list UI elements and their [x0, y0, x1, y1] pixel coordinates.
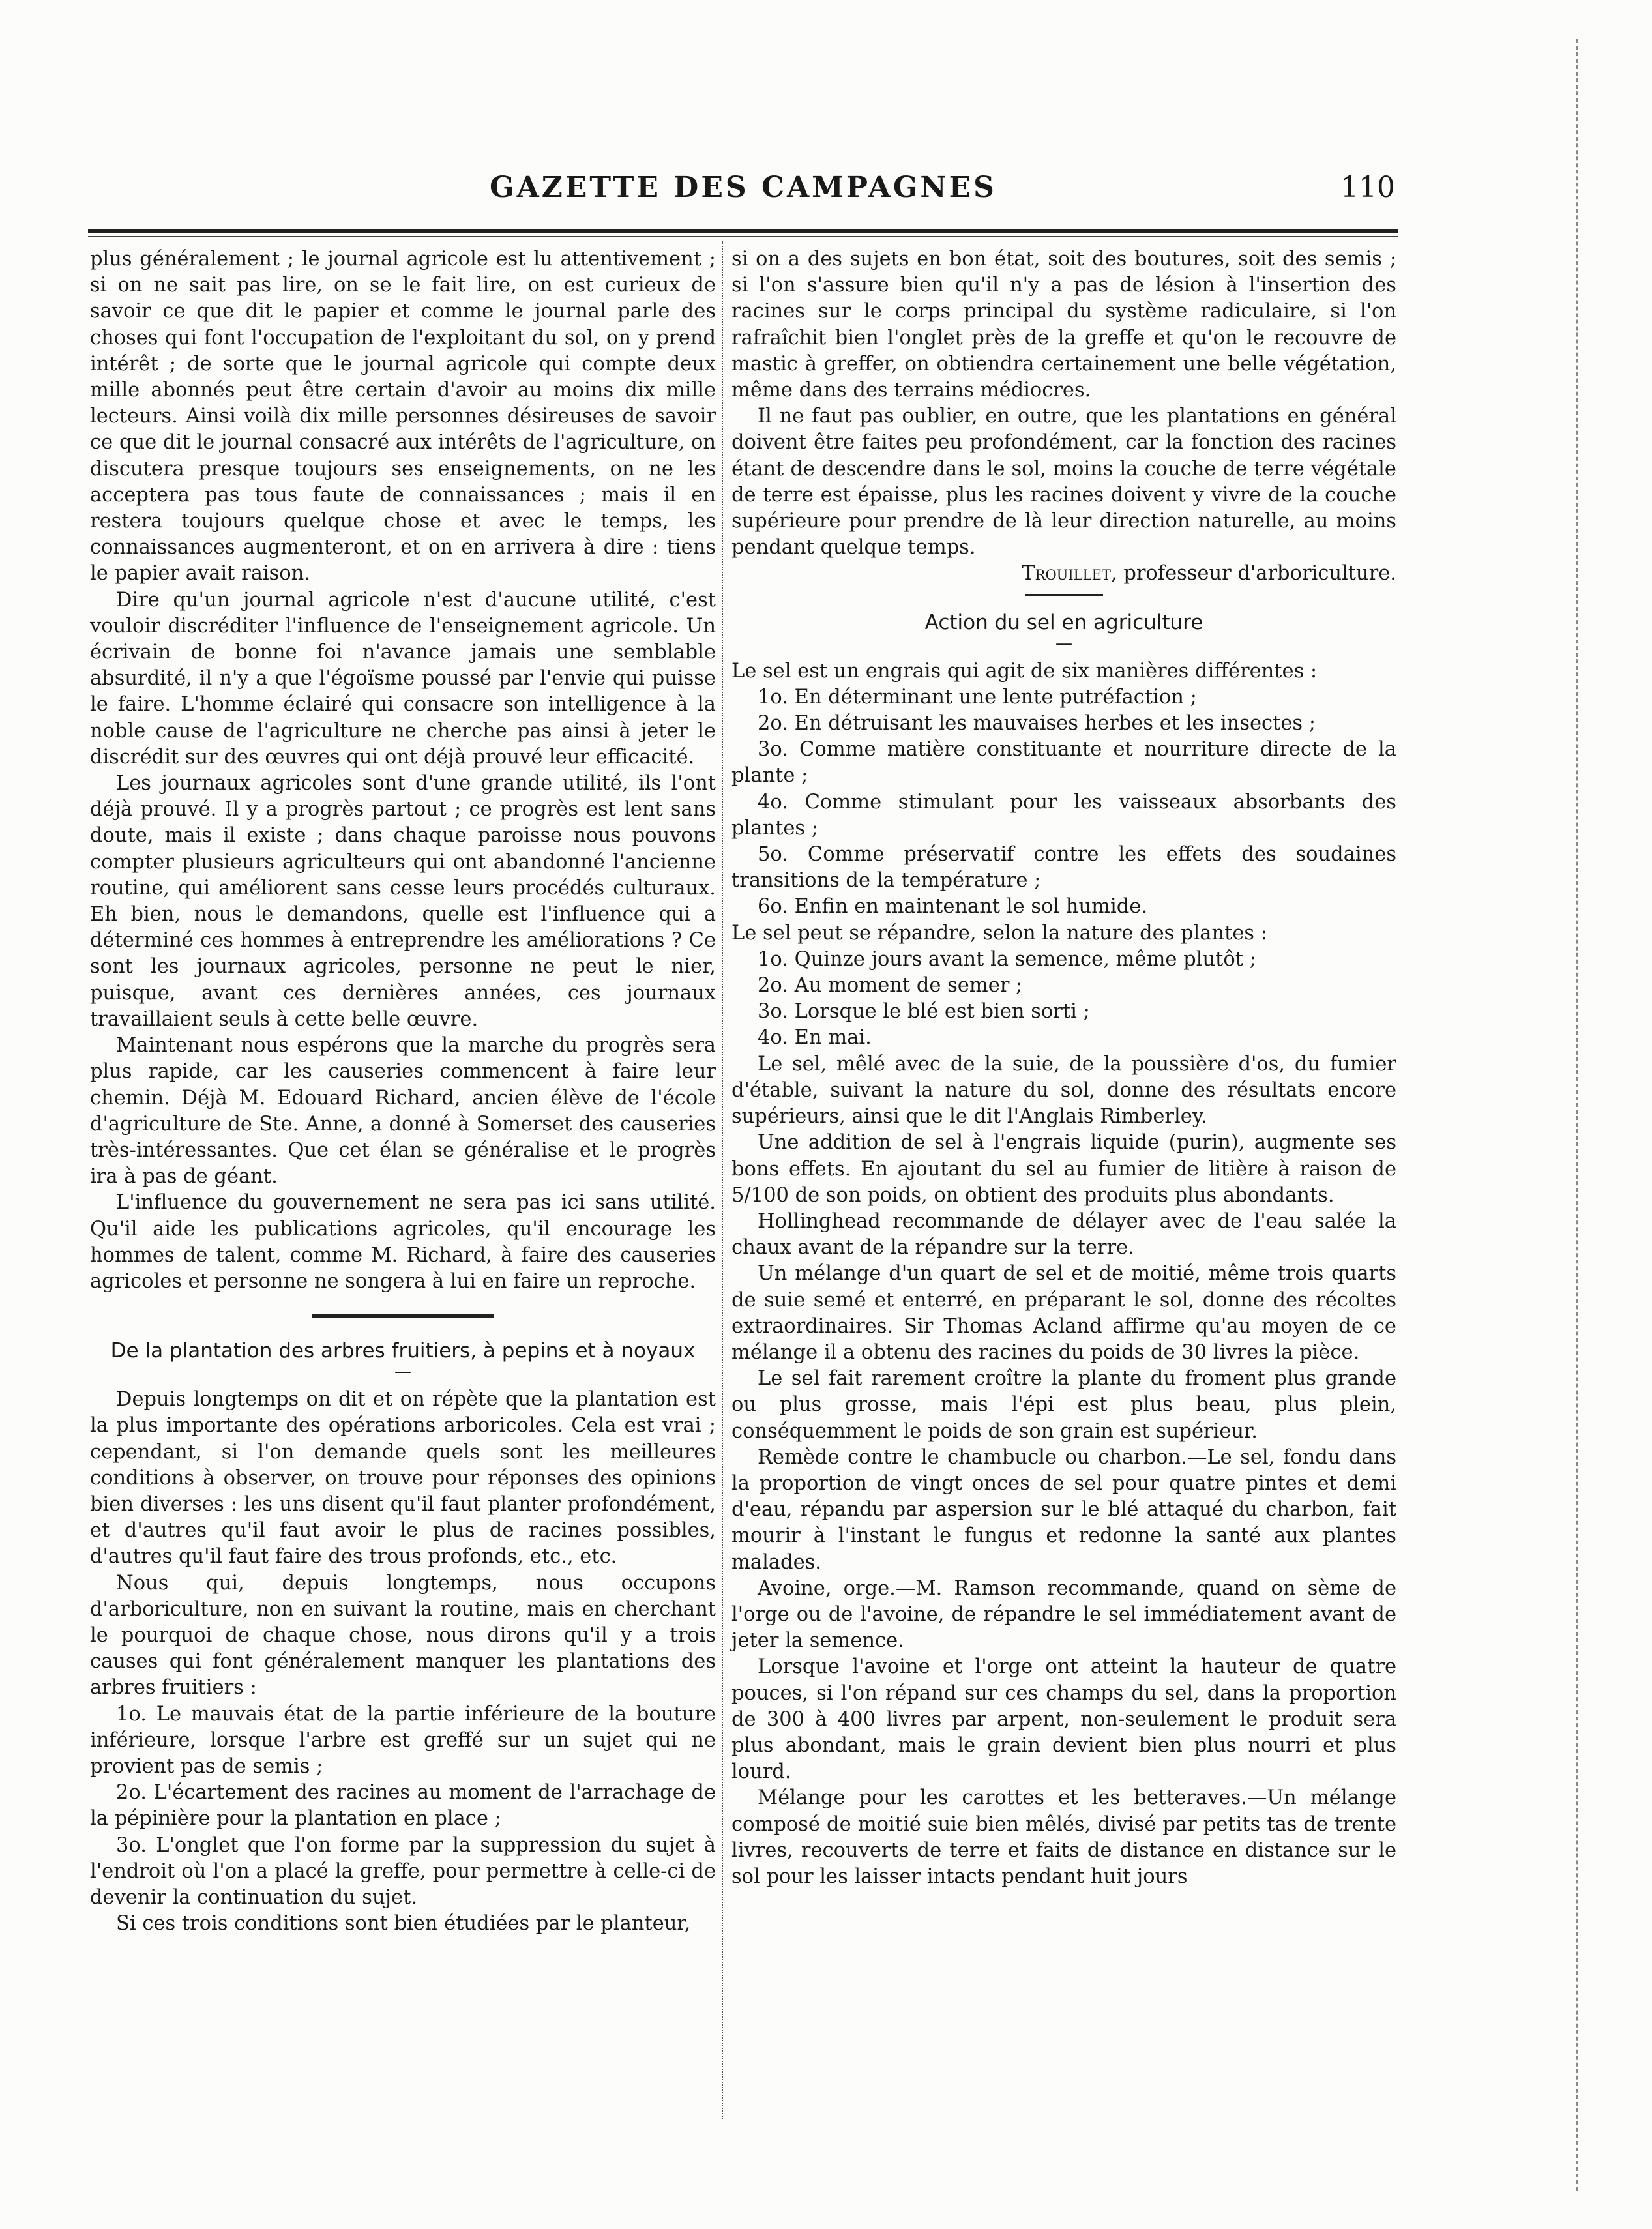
column-divider — [722, 241, 723, 2119]
paragraph: Le sel fait rarement croître la plante du froment plus grande ou plus grosse, mais l'épi est plus beau, plus plein, conséquemment le poids de son grain est supérieur. — [731, 1367, 1396, 1443]
paragraph: Une addition de sel à l'engrais liquide (purin), augmente ses bons effets. En ajoutant du sel au fumier de litière à raison de 5/100 de son poids, on obtient des produits plus abondants. — [731, 1131, 1396, 1207]
paragraph: L'influence du gouvernement ne sera pas ici sans utilité. Qu'il aide les publications agricoles, qu'il encourage les hommes de talent, comme M. Richard, à faire des causeries agricoles et personne ne songera à lui en faire un reproche. — [90, 1191, 716, 1293]
list-item: 4o. En mai. — [758, 1026, 872, 1050]
left-column — [90, 246, 716, 1937]
right-column — [731, 246, 1396, 1890]
header-rule — [88, 229, 1398, 233]
paragraph: si on a des sujets en bon état, soit des boutures, soit des semis ; si l'on s'assure bien qu'il n'y a pas de lésion à l'insertion des racines sur le corps principal du système radiculaire, si l'on rafraîchit bien l'onglet près de la greffe et qu'on le recouvre de mastic à greffer, on obtiendra certainement une belle végétation, même dans des terrains médiocres. — [731, 248, 1396, 402]
paragraph: Nous qui, depuis longtemps, nous occupons d'arboriculture, non en suivant la routine, mais en cherchant le pourquoi de chaque chose, nous dirons qu'il y a trois causes qui font généralement manquer les plantations des arbres fruitiers : — [90, 1571, 716, 1700]
page-number: 110 — [1340, 171, 1395, 204]
paragraph: plus généralement ; le journal agricole est lu attentivement ; si on ne sait pas lire, on se le fait lire, on est curieux de savoir ce que dit le papier et comme le journal parle des choses qui font l'occupation de l'exploitant du sol, on y prend intérêt ; de sorte que le journal agricole qui compte deux mille abonnés peut être certain d'avoir au moins dix mille lecteurs. Ainsi voilà dix mille personnes désireuses de savoir ce que dit le journal consacré aux intérêts de l'agriculture, on discutera presque toujours ses enseignements, on ne les acceptera pas tous faute de connaissances ; mais il en restera toujours quelque chose et avec le temps, les connaissances augmenteront, et on en arrivera à dire : tiens le papier avait raison. — [90, 248, 716, 585]
list-item: 2o. En détruisant les mauvaises herbes et les insectes ; — [758, 712, 1316, 735]
page-header — [85, 171, 1402, 210]
signature — [731, 561, 1396, 587]
list-item: 3o. Lorsque le blé est bien sorti ; — [758, 1000, 1090, 1024]
paragraph: Dire qu'un journal agricole n'est d'aucune utilité, c'est vouloir discréditer l'influence de l'enseignement agricole. Un écrivain de bonne foi n'avance jamais une semblable absurdité, il n'y a que l'égoïsme poussé par l'envie qui puisse le faire. L'homme éclairé qui consacre son intelligence à la noble cause de l'agriculture ne cherche pas ainsi à jeter le discrédit sur des œuvres qui ont déjà prouvé leur efficacité. — [90, 588, 716, 769]
paragraph: Si ces trois conditions sont bien étudiées par le planteur, — [116, 1912, 691, 1936]
page-title: GAZETTE DES CAMPAGNES — [490, 171, 997, 204]
paragraph: Le sel est un engrais qui agit de six manières différentes : — [731, 659, 1318, 683]
list-item: 4o. Comme stimulant pour les vaisseaux absorbants des plantes ; — [731, 790, 1396, 840]
paragraph: Lorsque l'avoine et l'orge ont atteint la hauteur de quatre pouces, si l'on répand sur ces champs du sel, dans la proportion de 300 à 400 livres par arpent, non-seulement le produit sera plus abondant, mais le grain devient bien plus nourri et plus lourd. — [731, 1655, 1396, 1784]
signature-rule — [1025, 594, 1103, 596]
paragraph: Avoine, orge.—M. Ramson recommande, quand on sème de l'orge ou de l'avoine, de répandre le sel immédiatement avant de jeter la semence. — [731, 1576, 1396, 1653]
paragraph: Les journaux agricoles sont d'une grande utilité, ils l'ont déjà prouvé. Il y a progrès partout ; ce progrès est lent sans doute, mais il existe ; dans chaque paroisse nous pouvons compter plusieurs agriculteurs qui ont abandonné l'ancienne routine, qui améliorent sans cesse leurs procédés culturaux. Eh bien, nous le demandons, quelle est l'influence qui a déterminé ces hommes à entreprendre les améliorations ? Ce sont les journaux agricoles, personne ne peut le nier, puisque, avant ces dernières années, ces journaux travaillaient seuls à cette belle œuvre. — [90, 772, 716, 1031]
list-item: 1o. En déterminant une lente putréfaction ; — [758, 685, 1197, 709]
signature-name: Trouillet, — [1022, 562, 1117, 585]
header-rule-thin — [88, 236, 1398, 237]
list-item: 6o. Enfin en maintenant le sol humide. — [758, 895, 1148, 919]
heading-dash: — — [1055, 633, 1072, 653]
paragraph: Depuis longtemps on dit et on répète que la plantation est la plus importante des opérations arboricoles. Cela est vrai ; cependant, si l'on demande quels sont les meilleures conditions à observer, on trouve pour réponses des opinions bien diverses : les uns disent qu'il faut planter profondément, et d'autres qu'il faut avoir le plus de racines possibles, d'autres qu'il faut faire des trous profonds, etc., etc. — [90, 1388, 716, 1569]
scan-edge-line — [1576, 39, 1578, 2191]
paragraph: Hollinghead recommande de délayer avec de l'eau salée la chaux avant de la répandre sur la terre. — [731, 1209, 1396, 1260]
paragraph: Maintenant nous espérons que la marche du progrès sera plus rapide, car les causeries commencent à faire leur chemin. Déjà M. Edouard Richard, ancien élève de l'école d'agriculture de Ste. Anne, a donné à Somerset des causeries très-intéressantes. Que cet élan se généralise et le progrès ira à pas de géant. — [90, 1034, 716, 1188]
list-item: 1o. Le mauvais état de la partie inférieure de la bouture inférieure, lorsque l'arbre est greffé sur un sujet qui ne provient pas de semis ; — [90, 1702, 716, 1778]
list-item: 1o. Quinze jours avant la semence, même plutôt ; — [758, 947, 1256, 971]
article-heading: De la plantation des arbres fruitiers, à pepins et à noyaux — [110, 1339, 696, 1363]
list-item: 5o. Comme préservatif contre les effets des soudaines transitions de la température ; — [731, 843, 1396, 893]
list-item: 3o. Comme matière constituante et nourriture directe de la plante ; — [731, 738, 1396, 788]
paragraph: Remède contre le chambucle ou charbon.—Le sel, fondu dans la proportion de vingt onces de sel pour quatre pintes et demi d'eau, répandu par aspersion sur le blé attaqué du charbon, fait mourir à l'instant le fungus et redonne la santé aux plantes malades. — [731, 1445, 1396, 1574]
section-separator — [312, 1314, 494, 1318]
list-item: 2o. L'écartement des racines au moment de l'arrachage de la pépinière pour la plantation en place ; — [90, 1781, 716, 1831]
paragraph: Un mélange d'un quart de sel et de moitié, même trois quarts de suie semé et enterré, en préparant le sol, donne des récoltes extraordinaires. Sir Thomas Acland affirme qu'au moyen de ce mélange il a obtenu des racines du poids de 30 livres la pièce. — [731, 1262, 1396, 1364]
paragraph: Mélange pour les carottes et les betteraves.—Un mélange composé de moitié suie bien mêlés, divisé par petits tas de trente livres, recouverts de terre et faits de distance en distance sur le sol pour les laisser intacts pendant huit jours — [731, 1786, 1396, 1888]
list-item: 3o. L'onglet que l'on forme par la suppression du sujet à l'endroit où l'on a placé la greffe, pour permettre à celle-ci de devenir la continuation du sujet. — [90, 1833, 716, 1909]
list-item: 2o. Au moment de semer ; — [758, 974, 1023, 997]
paragraph: Il ne faut pas oublier, en outre, que les plantations en général doivent être faites peu profondément, car la fonction des racines étant de descendre dans le sol, moins la couche de terre végétale de terre est épaisse, plus les racines doivent y vivre de la couche supérieure pour prendre de là leur direction naturelle, au moins pendant quelque temps. — [731, 405, 1396, 559]
article-heading: Action du sel en agriculture — [924, 610, 1203, 634]
paragraph: Le sel, mêlé avec de la suie, de la poussière d'os, du fumier d'étable, suivant la nature du sol, donne des résultats encore supérieurs, ainsi que le dit l'Anglais Rimberley. — [731, 1052, 1396, 1129]
heading-dash: — — [394, 1362, 411, 1382]
signature-role: professeur d'arboriculture. — [1123, 562, 1396, 585]
paragraph: Le sel peut se répandre, selon la nature des plantes : — [731, 921, 1268, 945]
